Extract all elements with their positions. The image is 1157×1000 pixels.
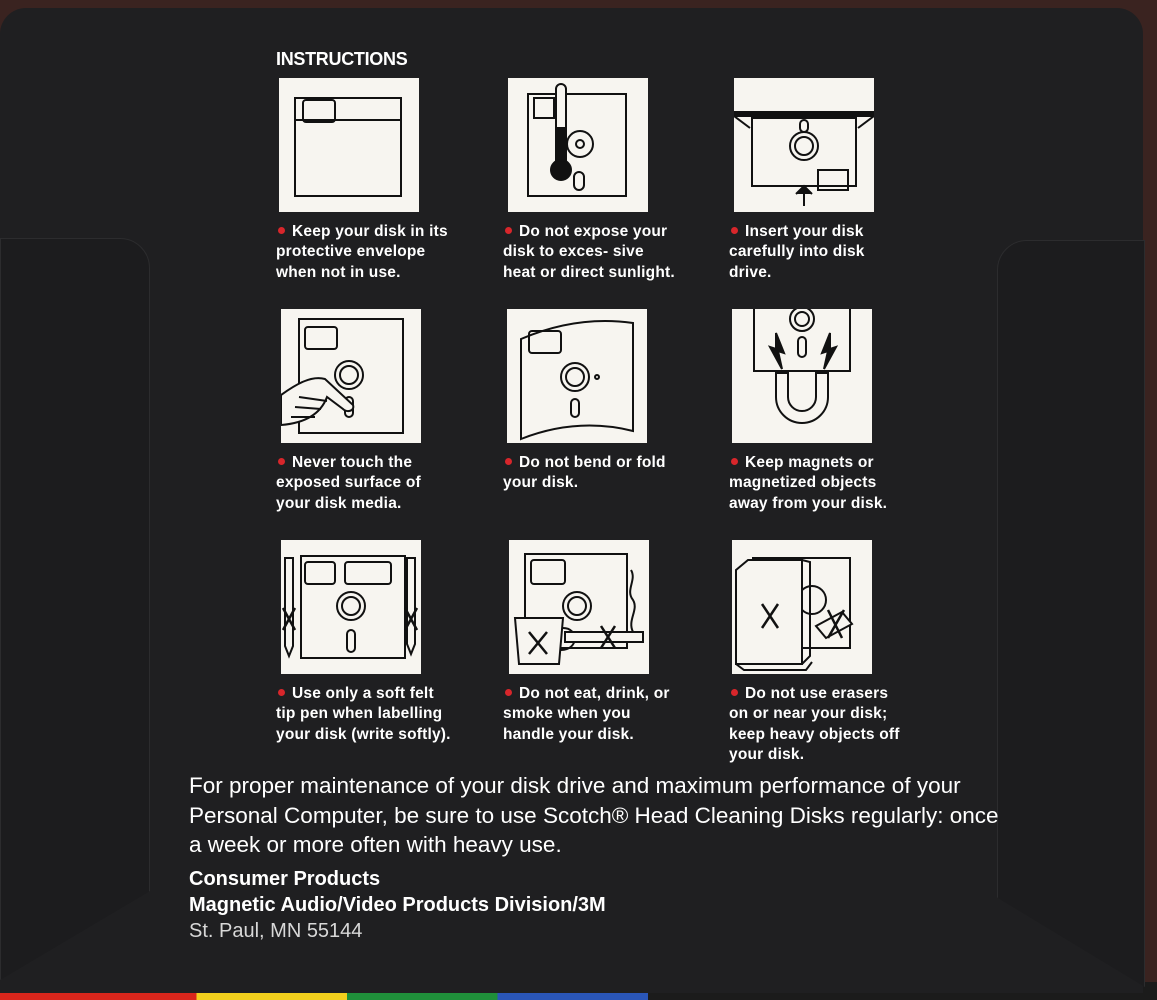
- finger-touch-disk-icon: [281, 309, 421, 443]
- instruction-text: Keep magnets or magnetized objects away from your disk.: [729, 454, 888, 512]
- instruction-text: Use only a soft felt tip pen when labelling your disk (write softly).: [276, 685, 451, 743]
- bent-disk-icon: [507, 309, 647, 443]
- bullet-dot: [505, 227, 512, 234]
- bullet-dot: [278, 458, 285, 465]
- disk-in-envelope-icon: [279, 78, 419, 212]
- company-line-2: Magnetic Audio/Video Products Division/3M: [189, 894, 606, 916]
- eraser-books-disk-icon: [732, 540, 872, 674]
- magnet-disk-icon: [732, 309, 872, 443]
- sleeve-flap-left: [0, 238, 150, 980]
- bullet-dot: [731, 689, 738, 696]
- bullet-dot: [731, 458, 738, 465]
- thermometer-disk-icon: [508, 78, 648, 212]
- instruction-text: Do not use erasers on or near your disk; keep heavy objects off your disk.: [729, 685, 900, 764]
- instructions-heading: INSTRUCTIONS: [276, 49, 408, 69]
- bullet-dot: [278, 689, 285, 696]
- company-line-1: Consumer Products: [189, 868, 381, 890]
- instruction-text: Insert your disk carefully into disk drive.: [729, 223, 865, 281]
- instruction-text: Do not bend or fold your disk.: [503, 454, 666, 492]
- bullet-dot: [731, 227, 738, 234]
- instruction-text: Do not expose your disk to exces- sive heat or direct sunlight.: [503, 223, 675, 281]
- instruction-text: Never touch the exposed surface of your disk media.: [276, 454, 421, 512]
- bullet-dot: [505, 458, 512, 465]
- bullet-dot: [505, 689, 512, 696]
- bullet-dot: [278, 227, 285, 234]
- company-address: St. Paul, MN 55144: [189, 920, 363, 942]
- instruction-text: Keep your disk in its protective envelope when not in use.: [276, 223, 448, 281]
- maintenance-note: For proper maintenance of your disk drive and maximum performance of your Personal Computer, be sure to use Scotch® Head Cleaning Disks regularly: once a week or more often with heavy use.: [189, 773, 999, 857]
- sleeve-flap-right: [997, 240, 1145, 987]
- disk-insert-drive-icon: [734, 78, 874, 212]
- pen-pencil-disk-icon: [281, 540, 421, 674]
- instruction-text: Do not eat, drink, or smoke when you handle your disk.: [503, 685, 670, 743]
- cup-cigarette-disk-icon: [509, 540, 649, 674]
